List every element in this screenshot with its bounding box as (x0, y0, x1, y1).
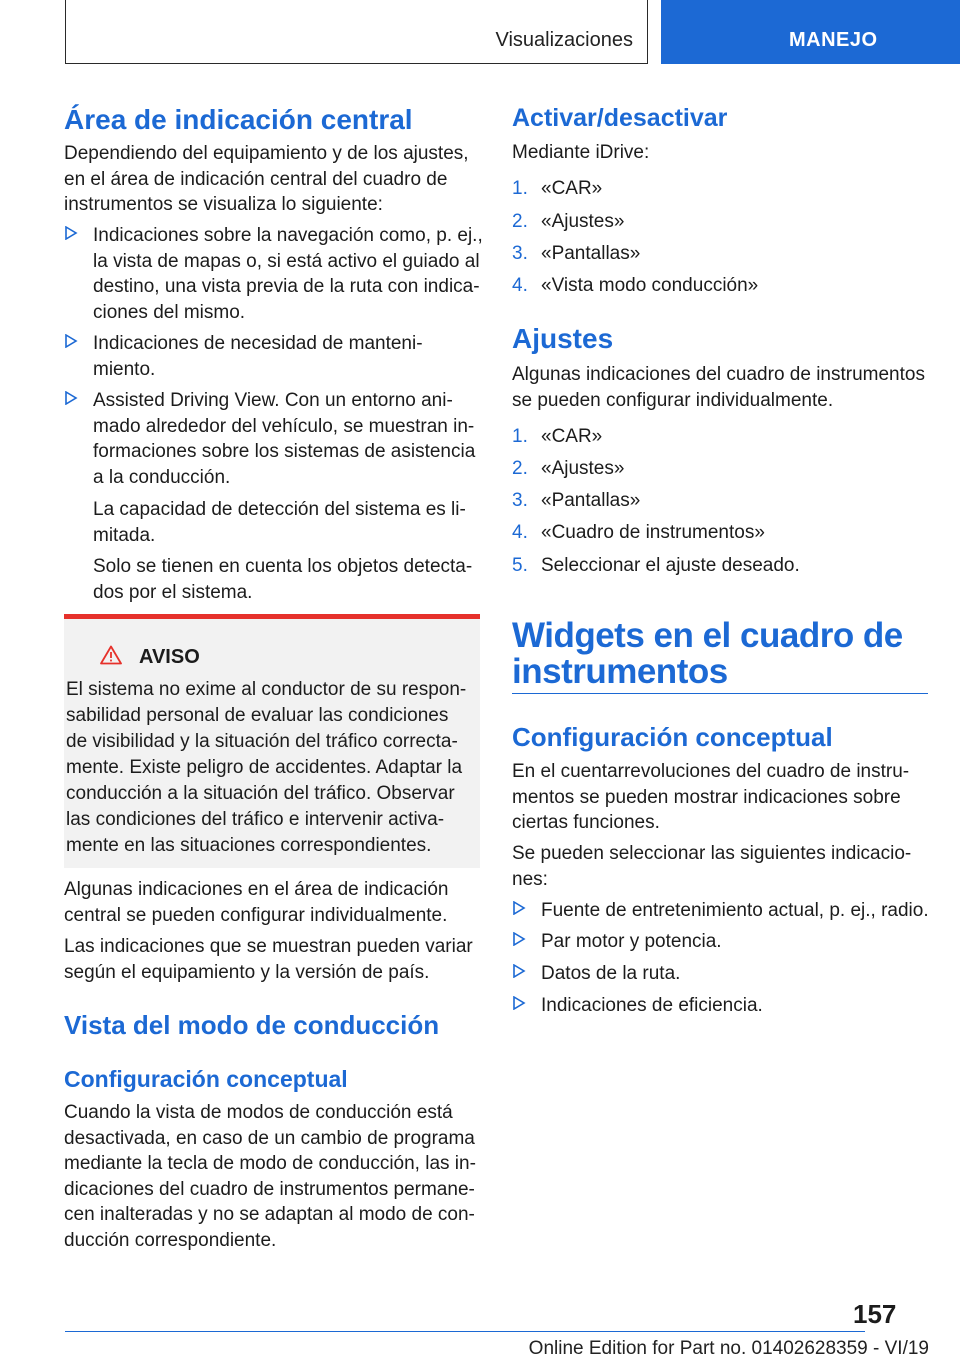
list-item (64, 388, 484, 492)
step-number: 5. (512, 555, 528, 576)
triangle-bullet-icon (64, 226, 78, 240)
list-item (64, 223, 484, 327)
paragraph-sub-objetos (93, 554, 483, 605)
warning-title: AVISO (139, 646, 200, 668)
text-line: Solo se tienen en cuenta los objetos detecta- (93, 556, 473, 577)
header-chapter-tab (661, 0, 960, 64)
step-number: 2. (512, 458, 528, 479)
paragraph-variar (64, 934, 484, 985)
text-line: de visibilidad y la situación del tráfico correcta- (66, 731, 458, 752)
text-line: mente. Existe peligro de accidentes. Adaptar la (66, 757, 463, 778)
list-item (512, 993, 932, 1019)
text-line: Indicaciones de eficiencia. (541, 995, 763, 1016)
step-text: «Pantallas» (541, 243, 641, 264)
text-line: desactivada, en caso de un cambio de programa (64, 1127, 475, 1149)
triangle-bullet-icon (512, 996, 526, 1010)
text-line: Las indicaciones que se muestran pueden variar (64, 936, 473, 957)
text-line: dos por el sistema. (93, 581, 253, 603)
list-item (512, 898, 932, 924)
paragraph-config-left (64, 1100, 484, 1253)
text-line: ducción correspondiente. (64, 1229, 277, 1251)
heading-area-indicacion-central: Área de indicación central (64, 104, 413, 135)
text-line: Indicaciones sobre la navegación como, p. ej., (93, 225, 483, 246)
paragraph-sub-capacidad (93, 497, 483, 548)
warning-box (64, 614, 480, 868)
text-line: Assisted Driving View. Con un entorno ani- (93, 390, 453, 411)
text-line: nes: (512, 868, 548, 890)
text-line: sabilidad personal de evaluar las condiciones (66, 705, 449, 726)
text-line: instrumentos (512, 652, 728, 691)
text-line: En el cuentarrevoluciones del cuadro de instru- (512, 761, 910, 782)
paragraph-seleccionar (512, 841, 932, 892)
triangle-bullet-icon (512, 964, 526, 978)
step-number: 3. (512, 243, 528, 264)
text-line: Algunas indicaciones del cuadro de instrumentos (512, 364, 925, 385)
text-line: Indicaciones de necesidad de manteni- (93, 333, 423, 354)
text-line: cen inalteradas y no se adaptan al modo de con- (64, 1204, 475, 1225)
text-line: Fuente de entretenimiento actual, p. ej., radio. (541, 900, 929, 921)
step-text: «Cuadro de instrumentos» (541, 522, 765, 543)
paragraph-cuentarrevoluciones (512, 759, 932, 836)
step-text: «Ajustes» (541, 211, 625, 232)
text-line: Se pueden seleccionar las siguientes indicacio- (512, 843, 912, 864)
list-item (512, 929, 932, 955)
paragraph-ajustes (512, 362, 932, 413)
triangle-bullet-icon (512, 932, 526, 946)
step-number: 1. (512, 178, 528, 199)
step-number: 4. (512, 522, 528, 543)
step-number: 4. (512, 275, 528, 296)
step-text: Seleccionar el ajuste deseado. (541, 555, 800, 576)
paragraph-idrive: Mediante iDrive: (512, 142, 650, 163)
text-line: mentos se pueden mostrar indicaciones sobre (512, 786, 901, 808)
warning-text (66, 677, 478, 859)
header-chapter-title: MANEJO (789, 29, 878, 51)
heading-vista-modo-conduccion: Vista del modo de conducción (64, 1010, 440, 1040)
text-line: Par motor y potencia. (541, 931, 722, 952)
step-text: «CAR» (541, 426, 603, 447)
text-line: según el equipamiento y la versión de país. (64, 961, 430, 983)
text-line: dicaciones del cuadro de instrumentos permane- (64, 1178, 475, 1200)
step-number: 3. (512, 490, 528, 511)
text-line: El sistema no exime al conductor de su respon- (66, 679, 467, 700)
text-line: en el área de indicación central del cuadro de (64, 168, 448, 190)
paragraph-configurar (64, 877, 484, 928)
triangle-bullet-icon (64, 334, 78, 348)
step-text: «CAR» (541, 178, 603, 199)
text-line: mitada. (93, 524, 156, 546)
text-line: ciertas funciones. (512, 812, 660, 833)
step-number: 2. (512, 211, 528, 232)
page-number: 157 (853, 1299, 897, 1329)
heading-widgets (512, 618, 903, 690)
heading-activar-desactivar: Activar/desactivar (512, 104, 728, 132)
text-line: a la conducción. (93, 466, 231, 488)
step-text: «Vista modo conducción» (541, 275, 759, 296)
warning-triangle-icon (100, 645, 122, 665)
heading-configuracion-conceptual-right: Configuración conceptual (512, 722, 833, 752)
text-line: La capacidad de detección del sistema es li- (93, 499, 466, 520)
step-text: «Ajustes» (541, 458, 625, 479)
heading-ajustes: Ajustes (512, 323, 614, 354)
text-line: instrumentos se visualiza lo siguiente: (64, 194, 383, 215)
text-line: Cuando la vista de modos de conducción está (64, 1102, 453, 1123)
text-line: ciones del mismo. (93, 301, 246, 323)
text-line: Dependiendo del equipamiento y de los ajustes, (64, 143, 469, 164)
text-line: se pueden configurar individualmente. (512, 389, 834, 411)
text-line: mediante la tecla de modo de conducción, las in- (64, 1153, 476, 1174)
text-line: mado alrededor del vehículo, se muestran in- (93, 415, 475, 437)
step-number: 1. (512, 426, 528, 447)
paragraph-intro (64, 141, 484, 218)
text-line: Algunas indicaciones en el área de indicación (64, 879, 449, 900)
text-line: conducción a la situación del tráfico. Observar (66, 783, 455, 804)
step-text: «Pantallas» (541, 490, 641, 511)
list-item (64, 331, 484, 383)
text-line: miento. (93, 358, 156, 380)
text-line: mente en las situaciones correspondientes. (66, 835, 432, 856)
heading-configuracion-conceptual-left: Configuración conceptual (64, 1066, 348, 1092)
triangle-bullet-icon (512, 901, 526, 915)
text-line: formaciones sobre los sistemas de asistencia (93, 441, 476, 462)
text-line: destino, una vista previa de la ruta con indica- (93, 276, 480, 297)
triangle-bullet-icon (64, 391, 78, 405)
text-line: central se pueden configurar individualmente. (64, 904, 448, 926)
text-line: Datos de la ruta. (541, 963, 681, 984)
header-section-title: Visualizaciones (495, 29, 633, 51)
section-divider (512, 693, 928, 694)
list-item (512, 961, 932, 987)
header-section-tab (65, 0, 648, 64)
text-line: las condiciones del tráfico e intervenir activa- (66, 809, 445, 830)
footer-edition: Online Edition for Part no. 01402628359 - VI/19 (528, 1338, 929, 1359)
text-line: la vista de mapas o, si está activo el guiado al (93, 250, 480, 272)
text-line: Widgets en el cuadro de (512, 616, 903, 655)
footer-divider (65, 1331, 865, 1332)
